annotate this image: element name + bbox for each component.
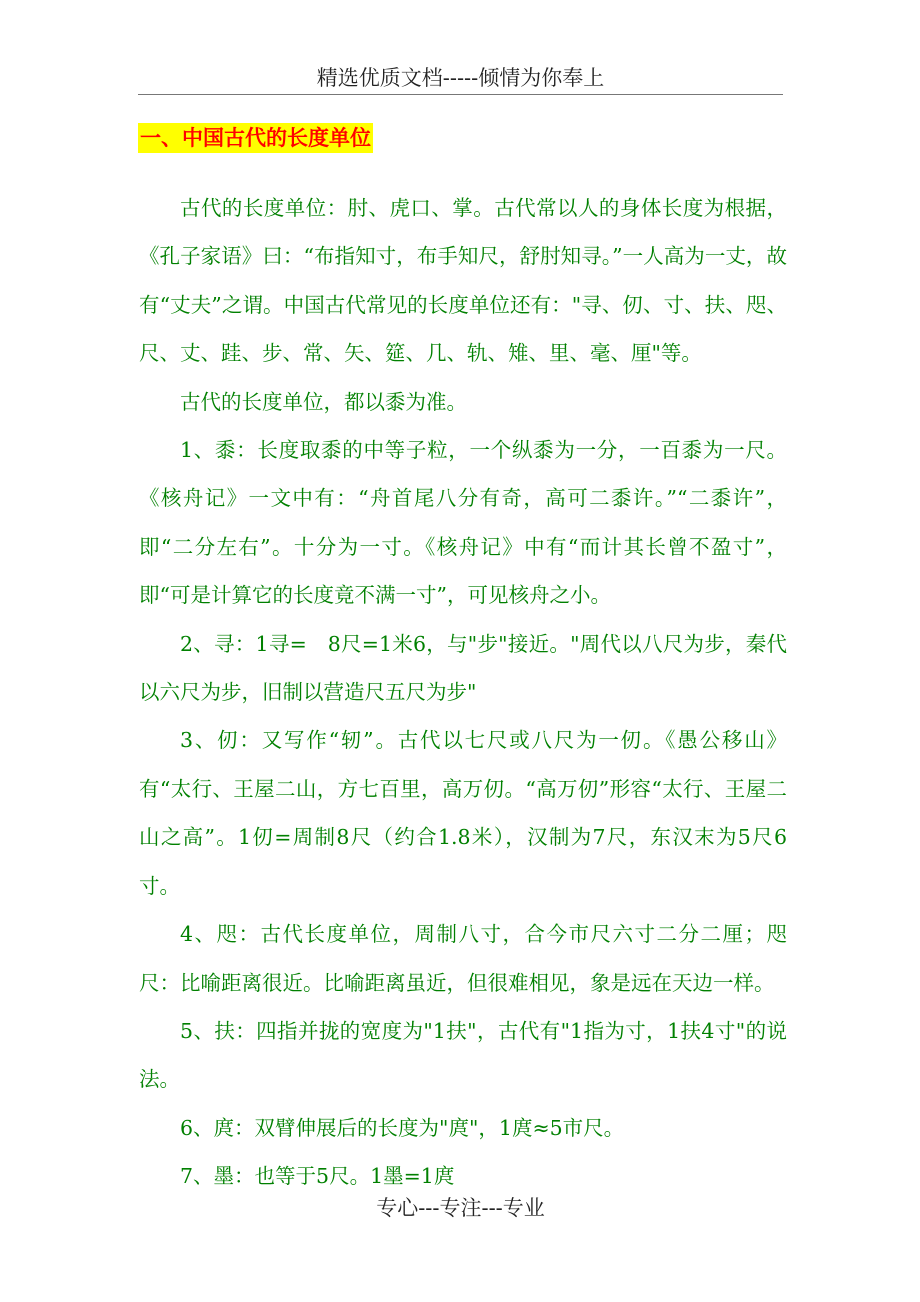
paragraph-ren: 3、仞：又写作“轫”。古代以七尺或八尺为一仞。《愚公移山》有“太行、王屋二山，方七百里，高万仞。“高万仞”形容“太行、王屋二山之高”。1仞=周制8尺（约合1.8米），汉制为7尺，东汉末为5尺6寸。 [139, 728, 787, 898]
document-body [139, 184, 787, 1201]
section-title: 一、中国古代的长度单位 [138, 123, 373, 153]
paragraph-zhi: 4、咫：古代长度单位，周制八寸，合今市尺六寸二分二厘；咫尺：比喻距离很近。比喻距离虽近，但很难相见，象是远在天边一样。 [139, 922, 787, 995]
paragraph-standard: 古代的长度单位，都以黍为准。 [180, 389, 467, 414]
paragraph-tuo: 6、庹：双臂伸展后的长度为"庹"，1庹≈5市尺。 [180, 1115, 625, 1140]
page-header: 精选优质文档-----倾情为你奉上 [316, 66, 605, 90]
header-divider [138, 94, 783, 95]
paragraph-xun: 2、寻：1寻= 8尺=1米6，与"步"接近。"周代以八尺为步，秦代以六尺为步，旧制以营造尺五尺为步" [139, 631, 787, 705]
paragraph-shu: 1、黍：长度取黍的中等子粒，一个纵黍为一分，一百黍为一尺。《核舟记》一文中有：“舟首尾八分有奇，高可二黍许。”“二黍许”，即“二分左右”。十分为一寸。《核舟记》中有“而计其长曾不盈寸”，即“可是计算它的长度竟不满一寸”，可见核舟之小。 [139, 438, 787, 608]
page-footer: 专心---专注---专业 [376, 1196, 545, 1220]
paragraph-mo: 7、墨：也等于5尺。1墨=1庹 [180, 1164, 455, 1189]
paragraph-intro: 古代的长度单位：肘、虎口、掌。古代常以人的身体长度为根据，《孔子家语》曰：“布指知寸，布手知尺，舒肘知寻。”一人高为一丈，故有“丈夫”之谓。中国古代常见的长度单位还有："寻、仞、寸、扶、咫、尺、丈、跬、步、常、矢、筵、几、轨、雉、里、毫、厘"等。 [139, 196, 787, 366]
paragraph-fu: 5、扶：四指并拢的宽度为"1扶"，古代有"1指为寸，1扶4寸"的说法。 [139, 1018, 787, 1092]
